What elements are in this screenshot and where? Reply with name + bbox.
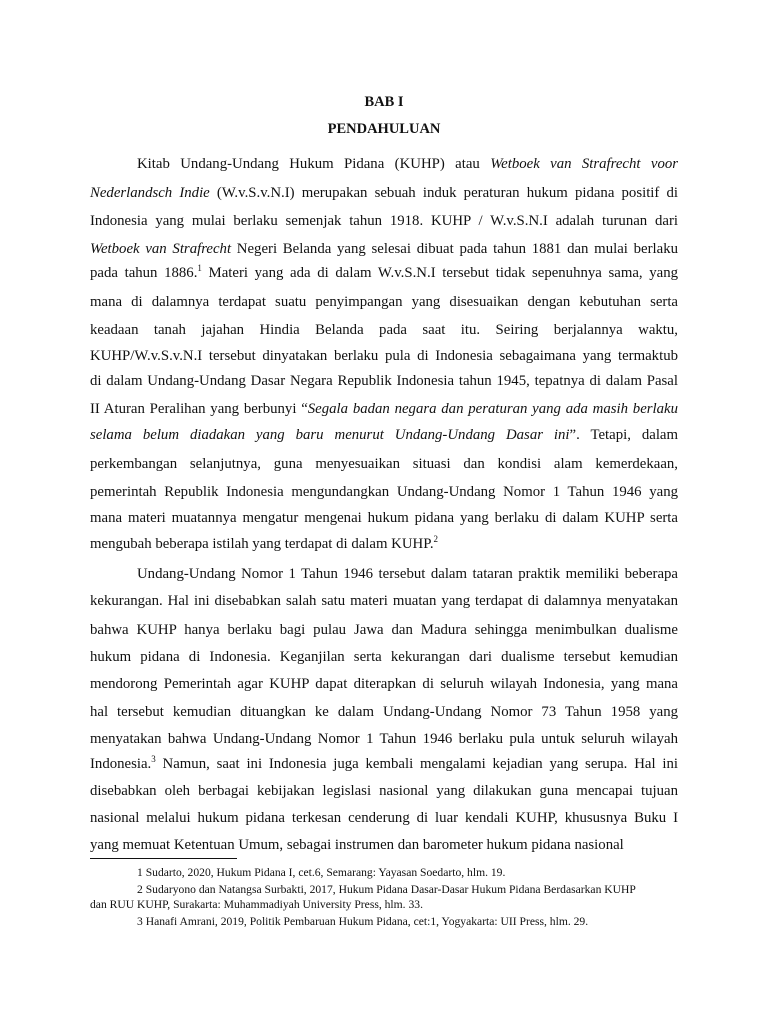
text-run: di dalam Undang-Undang Dasar Negara Republik Indonesia tahun 1945, tepatnya di dalam Pasal [90,373,678,389]
text-run: mendorong Pemerintah agar KUHP dapat diterapkan di seluruh wilayah Indonesia, yang mana [90,676,678,692]
text-run: ”. Tetapi, dalam [569,427,679,443]
body-line [90,703,678,721]
body-line [90,455,678,473]
text-run: mana di dalamnya terdapat suatu penyimpangan yang disesuaikan dengan kebutuhan serta [90,294,678,310]
text-run: perkembangan selanjutnya, guna menyesuaikan situasi dan kondisi alam kemerdekaan, [90,456,678,472]
body-line [90,347,678,365]
text-run: II Aturan Peralihan yang berbunyi “ [90,401,308,417]
chapter-number: BAB I [364,94,404,110]
footnote-line: 2 Sudaryono dan Natangsa Surbakti, 2017, Hukum Pidana Dasar-Dasar Hukum Pidana Berdasarkan KUHP [137,883,636,896]
text-run: hal tersebut kemudian dituangkan ke dalam Undang-Undang Nomor 73 Tahun 1958 yang [90,704,678,720]
italic-text: Wetboek van Strafrecht voor [490,156,679,172]
text-run: hukum pidana di Indonesia. Keganjilan serta kekurangan dari dualisme tersebut kemudian [90,649,678,665]
footnote-line: dan RUU KUHP, Surakarta: Muhammadiyah University Press, hlm. 33. [90,898,423,911]
body-line [90,372,678,390]
body-line [90,212,678,230]
text-run: bahwa KUHP hanya berlaku bagi pulau Jawa dan Madura sehingga menimbulkan dualisme [90,622,678,638]
text-run: Indonesia yang mulai berlaku semenjak tahun 1918. KUHP / W.v.S.N.I adalah turunan dari [90,213,678,229]
text-run: Indonesia. [90,756,152,772]
body-line [90,400,678,418]
footnote-line: 3 Hanafi Amrani, 2019, Politik Pembaruan Hukum Pidana, cet:1, Yogyakarta: UII Press, hlm. 29. [137,915,589,928]
text-run: keadaan tanah jajahan Hindia Belanda pada saat itu. Seiring berjalannya waktu, [90,322,678,338]
text-run: Negeri Belanda yang selesai dibuat pada tahun 1881 dan mulai berlaku [231,241,678,257]
text-run: Kitab Undang-Undang Hukum Pidana (KUHP) atau [137,156,491,172]
text-run: Undang-Undang Nomor 1 Tahun 1946 tersebut dalam tataran praktik memiliki beberapa [137,566,678,582]
text-run: pemerintah Republik Indonesia mengundangkan Undang-Undang Nomor 1 Tahun 1946 yang [90,484,678,500]
footnote-marker: 3 [151,754,156,765]
body-line [90,240,678,258]
text-run: nasional melalui hukum pidana terkesan cenderung di luar kendali KUHP, khususnya Buku I [90,810,678,826]
body-line [90,592,678,610]
body-line [137,155,678,173]
body-line [90,483,678,501]
text-run: kekurangan. Hal ini disebabkan salah satu materi muatan yang terdapat di dalamnya menyatakan [90,593,678,609]
text-run: Materi yang ada di dalam W.v.S.N.I tersebut tidak sepenuhnya sama, yang [201,265,679,281]
chapter-title: PENDAHULUAN [327,121,441,137]
italic-text: Segala badan negara dan peraturan yang ada masih berlaku [307,401,679,417]
footnote-marker: 1 [197,263,202,274]
text-run: (W.v.S.v.N.I) merupakan sebuah induk peraturan hukum pidana positif di [209,185,679,201]
body-line [90,755,678,773]
body-line [90,535,678,553]
body-line [137,565,678,583]
body-line [90,184,678,202]
text-run: mengubah beberapa istilah yang terdapat di dalam KUHP. [90,536,434,552]
text-run: Namun, saat ini Indonesia juga kembali mengalami kejadian yang serupa. Hal ini [155,756,678,772]
text-run: mana materi muatannya mengatur mengenai hukum pidana yang berlaku di dalam KUHP serta [90,510,678,526]
text-run: pada tahun 1886. [90,265,198,281]
body-line [90,730,678,748]
body-line [90,426,678,444]
text-run: disebabkan oleh berbagai kebijakan legislasi nasional yang dilakukan guna mencapai tujuan [90,783,678,799]
body-line [90,648,678,666]
text-run: yang memuat Ketentuan Umum, sebagai instrumen dan barometer hukum pidana nasional [90,837,624,853]
body-line [90,782,678,800]
text-run: menyatakan bahwa Undang-Undang Nomor 1 Tahun 1946 berlaku pula untuk seluruh wilayah [90,731,678,747]
footnote-line: 1 Sudarto, 2020, Hukum Pidana I, cet.6, Semarang: Yayasan Soedarto, hlm. 19. [137,866,506,879]
footnote-separator [90,858,237,859]
body-line [90,621,678,639]
footnote-marker: 2 [433,534,439,545]
body-line [90,675,678,693]
body-line [90,321,678,339]
body-line [90,836,678,854]
italic-text: Nederlandsch Indie [90,185,210,201]
italic-text: selama belum diadakan yang baru menurut Undang-Undang Dasar ini [90,427,570,443]
text-run: KUHP/W.v.S.v.N.I tersebut dinyatakan berlaku pula di Indonesia sebagaimana yang termaktub [90,348,678,364]
italic-text: Wetboek van Strafrecht [90,241,232,257]
body-line [90,293,678,311]
body-line [90,509,678,527]
body-line [90,809,678,827]
body-line [90,264,678,282]
